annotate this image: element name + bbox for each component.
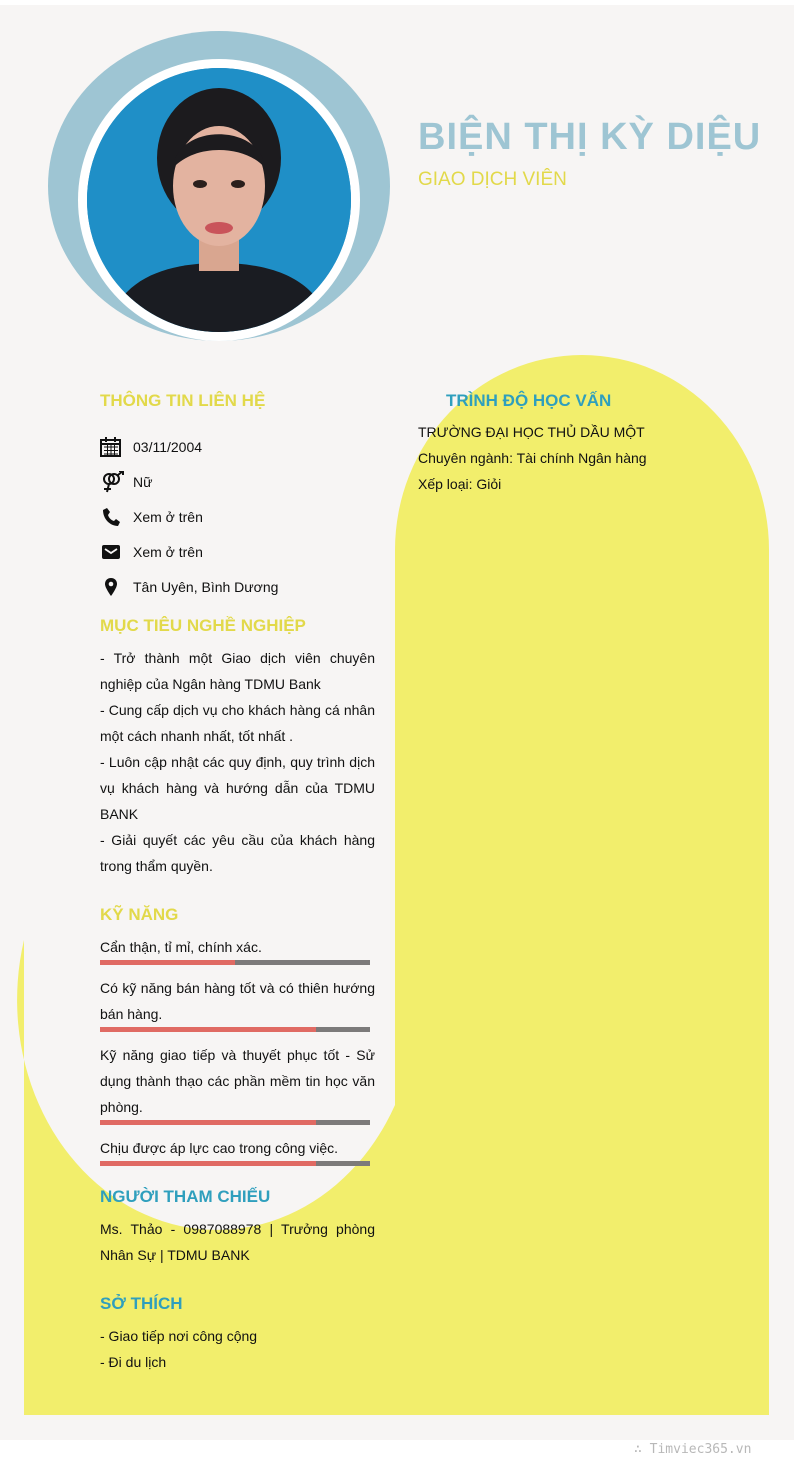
skill-label: Chịu được áp lực cao trong công việc. bbox=[100, 1140, 339, 1156]
contact-email bbox=[100, 539, 203, 565]
gender-icon bbox=[100, 471, 130, 493]
avatar bbox=[87, 68, 351, 332]
location-icon bbox=[100, 576, 130, 598]
contact-value: Xem ở trên bbox=[133, 544, 203, 560]
contact-value: Nữ bbox=[133, 474, 153, 490]
education-major: Chuyên ngành: Tài chính Ngân hàng bbox=[418, 450, 647, 466]
email-icon bbox=[100, 541, 130, 563]
skills-heading: KỸ NĂNG bbox=[100, 905, 179, 924]
references-text: Ms. Thảo - 0987088978 | Trưởng phòng Nhân Sự | TDMU BANK bbox=[100, 1221, 375, 1263]
education-school: TRƯỜNG ĐẠI HỌC THỦ DẦU MỘT bbox=[418, 424, 645, 440]
education-grade: Xếp loại: Giỏi bbox=[418, 476, 502, 492]
contact-dob bbox=[100, 434, 202, 460]
skill-bar bbox=[100, 1120, 370, 1125]
calendar-icon bbox=[100, 436, 130, 458]
job-title: GIAO DỊCH VIÊN bbox=[418, 169, 567, 190]
references-heading: NGƯỜI THAM CHIẾU bbox=[100, 1187, 271, 1206]
skill-bar-fill bbox=[100, 1027, 316, 1032]
objective-text: - Trở thành một Giao dịch viên chuyên nghiệp của Ngân hàng TDMU Bank - Cung cấp dịch vụ cho khách hàng cá nhân một cách nhanh nhất, tốt nhất . - Luôn cập nhật các quy định, quy trình dịch vụ khách hàng và hướng dẫn của TDMU BANK - Giải quyết các yêu cầu của khách hàng trong thẩm quyền. bbox=[100, 650, 375, 874]
hobby-item: - Đi du lịch bbox=[100, 1354, 167, 1370]
contact-phone bbox=[100, 504, 203, 530]
skill-bar bbox=[100, 1161, 370, 1166]
contact-value: 03/11/2004 bbox=[133, 439, 203, 455]
phone-icon bbox=[100, 506, 130, 528]
skill-label: Cẩn thận, tỉ mỉ, chính xác. bbox=[100, 939, 262, 955]
contact-gender bbox=[100, 469, 152, 495]
hobby-item: - Giao tiếp nơi công cộng bbox=[100, 1328, 258, 1344]
watermark: ∴ Timviec365.vn bbox=[634, 1442, 752, 1457]
skill-label: Có kỹ năng bán hàng tốt và có thiên hướng bán hàng. bbox=[100, 980, 375, 1022]
hobbies-heading: SỞ THÍCH bbox=[100, 1294, 183, 1313]
objective-heading: MỤC TIÊU NGHỀ NGHIỆP bbox=[100, 616, 306, 635]
skill-bar bbox=[100, 960, 370, 965]
cv-page bbox=[0, 5, 794, 1440]
contact-heading: THÔNG TIN LIÊN HỆ bbox=[100, 391, 266, 410]
education-heading: TRÌNH ĐỘ HỌC VẤN bbox=[446, 391, 612, 410]
skill-bar-fill bbox=[100, 1120, 316, 1125]
contact-value: Xem ở trên bbox=[133, 509, 203, 525]
skill-bar-fill bbox=[100, 960, 235, 965]
candidate-name: BIỆN THỊ KỲ DIỆU bbox=[418, 116, 762, 158]
skill-bar-fill bbox=[100, 1161, 316, 1166]
skill-bar bbox=[100, 1027, 370, 1032]
skill-label: Kỹ năng giao tiếp và thuyết phục tốt - Sử dụng thành thạo các phần mềm tin học văn phòng. bbox=[100, 1047, 375, 1115]
contact-address bbox=[100, 574, 278, 600]
contact-value: Tân Uyên, Bình Dương bbox=[133, 579, 279, 595]
